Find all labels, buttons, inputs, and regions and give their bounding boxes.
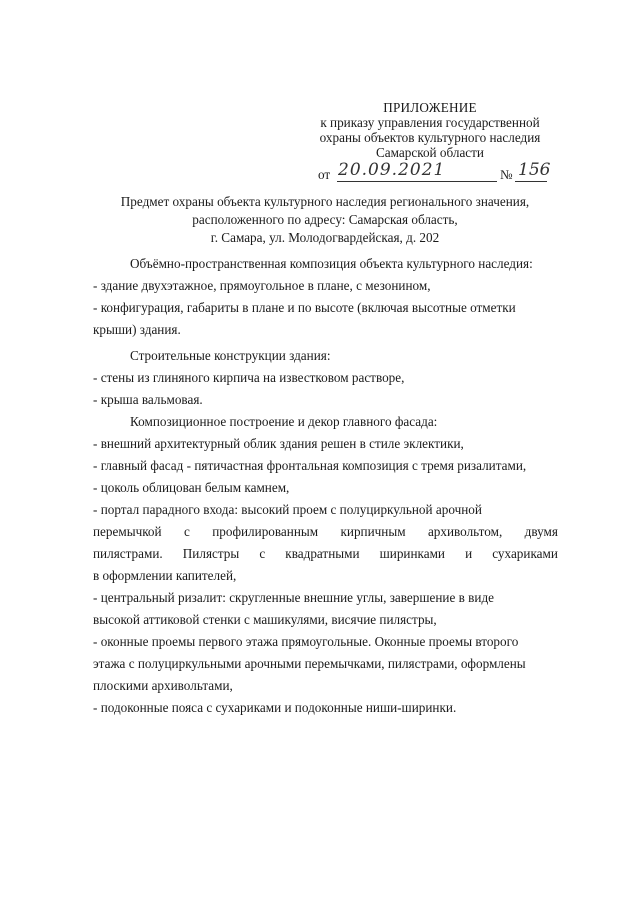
list-item: - центральный ризалит: скругленные внешние углы, завершение в виде [93, 590, 495, 605]
order-date-number-line [318, 160, 551, 182]
word: архивольтом, [427, 524, 503, 539]
document-body [93, 253, 558, 719]
date-underline [337, 181, 497, 182]
list-item-continuation: этажа с полуциркульными арочными перемычками, пилястрами, оформлены [93, 656, 526, 671]
list-item: - портал парадного входа: высокий проем с полуциркульной арочной [93, 502, 482, 517]
list-item: - стены из глиняного кирпича на известковом растворе, [93, 370, 405, 385]
number-underline [515, 181, 547, 182]
list-item: - подоконные пояса с сухариками и подоконные ниши-ширинки. [93, 700, 457, 715]
number-sign: № [500, 167, 513, 182]
word: двумя [524, 524, 558, 539]
section-heading-structures: Строительные конструкции здания: [130, 348, 331, 363]
word: квадратными [285, 546, 360, 561]
document-subject [90, 193, 560, 247]
appendix-line-3: Самарской области [376, 145, 484, 160]
handwritten-date: 20.09.2021 [338, 160, 446, 180]
word: пилястрами. [93, 546, 163, 561]
word: профилированным [212, 524, 319, 539]
word: кирпичным [340, 524, 406, 539]
list-item: - внешний архитектурный облик здания решен в стиле эклектики, [93, 436, 464, 451]
list-item: - крыша вальмовая. [93, 392, 203, 407]
list-item-text: - конфигурация, габариты в плане и по высоте (включая высотные отметки [93, 300, 516, 315]
justified-line [93, 543, 558, 565]
list-item-continuation: плоскими архивольтами, [93, 678, 233, 693]
list-item-continuation: в оформлении капителей, [93, 568, 237, 583]
section-heading-volumetric: Объёмно-пространственная композиция объекта культурного наследия: [130, 256, 533, 271]
word: с [259, 546, 266, 561]
appendix-line-2: охраны объектов культурного наследия [319, 130, 541, 145]
word: ширинками [379, 546, 445, 561]
list-item-continuation: крыши) здания. [93, 322, 181, 337]
subject-line-3: г. Самара, ул. Молодогвардейская, д. 202 [210, 230, 440, 245]
section-heading-facade: Композиционное построение и декор главного фасада: [130, 414, 438, 429]
justified-line [93, 521, 558, 543]
appendix-line-1: к приказу управления государственной [320, 115, 540, 130]
word: с [183, 524, 190, 539]
subject-line-2: расположенного по адресу: Самарская область, [192, 212, 458, 227]
word: перемычкой [93, 524, 162, 539]
date-prefix: от [318, 167, 331, 182]
appendix-header [300, 100, 560, 160]
list-item: - цоколь облицован белым камнем, [93, 480, 290, 495]
word: сухариками [492, 546, 558, 561]
list-item: - здание двухэтажное, прямоугольное в плане, с мезонином, [93, 278, 431, 293]
word: Пилястры [182, 546, 240, 561]
list-item: - главный фасад - пятичастная фронтальная композиция с тремя ризалитами, [93, 458, 527, 473]
handwritten-order-number: 156 [518, 160, 551, 180]
list-item [93, 297, 558, 319]
subject-line-1: Предмет охраны объекта культурного наследия регионального значения, [120, 194, 530, 209]
appendix-title: ПРИЛОЖЕНИЕ [383, 100, 477, 115]
list-item: - оконные проемы первого этажа прямоугольные. Оконные проемы второго [93, 634, 519, 649]
list-item-continuation: высокой аттиковой стенки с машикулями, висячие пилястры, [93, 612, 437, 627]
word: и [465, 546, 473, 561]
